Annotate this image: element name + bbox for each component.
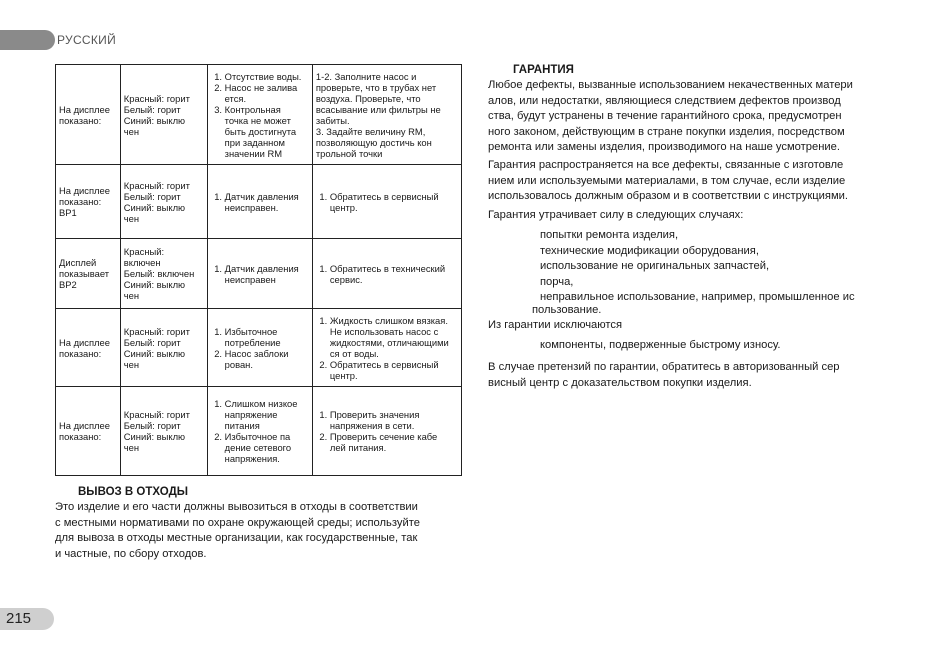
lights-cell (120, 387, 207, 476)
list-item: попытки ремонта изделия, (540, 229, 679, 241)
lights-cell-line: Красный: горит (123, 325, 190, 337)
cause-cell-line: ется. (224, 92, 247, 104)
language-tab-marker (0, 30, 55, 50)
list-item (330, 263, 458, 285)
cause-cell (207, 65, 312, 165)
list-item (225, 191, 309, 213)
list-item (225, 431, 309, 464)
cause-cell-line: 1. Избыточное (224, 325, 278, 337)
cause-cell-line: 1. Отсутствие воды. (224, 70, 302, 82)
lights-cell-line: чен (123, 212, 140, 224)
warranty-line: ремонта или замены изделия, производимого на наше усмотрение. (488, 141, 840, 153)
list-item: компоненты, подверженные быстрому износу. (540, 339, 781, 351)
list-item (225, 82, 309, 104)
display-cell-line: На дисплее (59, 420, 110, 431)
remedy-cell-line: лей питания. (329, 442, 387, 453)
table-row (56, 387, 462, 476)
remedy-cell-line: воздуха. Проверьте, что (315, 92, 421, 104)
list-item (330, 409, 458, 431)
language-label: РУССКИЙ (57, 33, 117, 47)
display-cell-line: показано: (59, 114, 102, 126)
remedy-cell-line: 1. Обратитесь в технический (329, 262, 446, 274)
remedy-cell-line: сервис. (329, 273, 363, 285)
remedy-cell-line: 2. Проверить сечение кабе (329, 431, 438, 442)
display-cell-line: Дисплей (59, 257, 97, 268)
remedy-cell (312, 65, 461, 165)
remedy-cell (312, 387, 461, 476)
disposal-title: ВЫВОЗ В ОТХОДЫ (78, 486, 189, 498)
list-item (225, 326, 309, 348)
cause-cell-line: 1. Слишком низкое (224, 398, 298, 409)
warranty-line: алов, или недостатки, являющиеся следствием дефектов производ (488, 94, 841, 107)
cause-cell (207, 387, 312, 476)
cause-cell-line: 2. Насос заблоки (224, 347, 289, 359)
cause-cell-line: неисправен. (224, 201, 279, 213)
lights-cell-line: чен (123, 442, 140, 453)
warranty-exclusions-list (540, 338, 900, 354)
warranty-line: нием или используемыми материалами, в том случае, если изделие (488, 174, 846, 187)
lights-cell (120, 239, 207, 309)
lights-cell-line: Синий: выклю (123, 279, 186, 290)
lights-cell-line: Белый: горит (123, 336, 181, 348)
remedy-cell-line: 3. Задайте величину RM, (315, 125, 426, 137)
table-row (56, 239, 462, 309)
display-cell-line: показывает (59, 268, 110, 279)
cause-cell-line: дение сетевого (224, 442, 292, 453)
cause-cell-line: точка не может (224, 114, 291, 126)
display-cell-line: BP2 (59, 279, 77, 290)
list-item (330, 191, 458, 213)
display-cell (56, 165, 121, 239)
lights-cell-line: чен (123, 125, 140, 137)
warranty-para-1 (488, 78, 898, 156)
lights-cell-line: Красный: горит (123, 179, 190, 191)
warranty-void-cases-list (540, 228, 900, 306)
list-item (225, 348, 309, 370)
display-cell-line: показано: (59, 431, 102, 442)
lights-cell (120, 309, 207, 387)
display-cell (56, 239, 121, 309)
warranty-line: Любое дефекты, вызванные использованием некачественных матери (488, 79, 853, 91)
page-number: 215 (6, 610, 32, 627)
display-cell-line: показано: (59, 347, 102, 359)
disposal-line: Это изделие и его части должны вывозиться в отходы в соответствии (55, 501, 418, 513)
list-item (225, 71, 309, 82)
cause-cell (207, 239, 312, 309)
display-cell-line: BP1 (59, 207, 77, 218)
remedy-cell (312, 239, 461, 309)
cause-cell-line: 2. Насос не залива (224, 81, 298, 93)
remedy-cell-line: позволяющую достичь кон (315, 136, 432, 148)
display-cell (56, 309, 121, 387)
table-row (56, 65, 462, 165)
display-cell-line: показано: (59, 196, 102, 207)
remedy-cell-line: Не использовать насос с (329, 325, 439, 337)
display-cell-line: На дисплее (59, 185, 110, 196)
remedy-cell-line: 1. Жидкость слишком вязкая. (329, 314, 448, 326)
lights-cell-line: Белый: горит (123, 190, 181, 202)
remedy-cell (312, 165, 461, 239)
lights-cell (120, 165, 207, 239)
cause-cell-line: неисправен (224, 273, 276, 285)
warranty-para-4 (488, 360, 898, 391)
warranty-para-2 (488, 158, 898, 205)
list-item (330, 431, 458, 453)
lights-cell (120, 65, 207, 165)
cause-cell-line: потребление (224, 336, 281, 348)
list-item: порча, (540, 275, 574, 288)
list-item: использование не оригинальных запчастей, (540, 260, 770, 272)
warranty-line: ного законом, действующим в стране покупки изделия, посредством (488, 125, 845, 138)
troubleshooting-table (55, 64, 462, 476)
cause-cell-line: при заданном (224, 136, 285, 148)
disposal-text (55, 500, 465, 562)
display-cell-line: На дисплее (59, 336, 110, 348)
lights-cell-line: Белый: горит (123, 420, 181, 431)
cause-cell-line: 2. Избыточное па (224, 431, 291, 442)
lights-cell-line: Белый: включен (123, 268, 195, 279)
list-item (225, 104, 309, 159)
warranty-line: В случае претензий по гарантии, обратитесь в авторизованный сер (488, 361, 840, 373)
remedy-cell-line: всасывание или фильтры не (315, 103, 441, 115)
lights-cell-line: включен (123, 257, 161, 268)
remedy-cell-line: центр. (329, 201, 358, 213)
cause-cell-line: напряжения. (224, 453, 280, 464)
warranty-para-3: Гарантия утрачивает силу в следующих случаях: (488, 209, 744, 221)
list-item: технические модификации оборудования, (540, 244, 759, 257)
remedy-cell-line: 1. Проверить значения (329, 409, 420, 420)
cause-cell-line: 3. Контрольная (224, 103, 281, 115)
cause-cell-line: быть достигнута (224, 125, 297, 137)
cause-cell-line: напряжение (224, 409, 278, 420)
list-item (330, 315, 458, 359)
cause-cell-line: значении RM (224, 147, 283, 159)
remedy-cell-line: трольной точки (315, 147, 383, 159)
disposal-line: с местными нормативами по охране окружающей среды; используйте (55, 516, 420, 529)
lights-cell-line: Синий: выклю (123, 347, 186, 359)
remedy-cell (312, 309, 461, 387)
lights-cell-line: Красный: горит (123, 92, 190, 104)
list-item: неправильное использование, например, промышленное ис (540, 291, 855, 303)
remedy-cell-line: 2. Обратитесь в сервисный (329, 358, 439, 370)
display-cell (56, 65, 121, 165)
cause-cell-line: 1. Датчик давления (224, 190, 299, 202)
warranty-line: ства, будут устранены в течение гарантийного срока, предусмотрен (488, 110, 842, 122)
table-row (56, 309, 462, 387)
remedy-cell-line: 1-2. Заполните насос и (315, 70, 417, 82)
warranty-line: висный центр с доказательством покупки изделия. (488, 376, 752, 389)
disposal-line: для вывоза в отходы местные организации, как государственные, так (55, 532, 418, 544)
remedy-cell-line: проверьте, что в трубах нет (315, 81, 437, 93)
cause-cell (207, 165, 312, 239)
lights-cell-line: чен (123, 290, 140, 301)
cause-cell-line: питания (224, 420, 260, 431)
disposal-line: и частные, по сбору отходов. (55, 547, 207, 560)
warranty-void-continuation: пользование. (532, 304, 602, 316)
lights-cell-line: чен (123, 358, 140, 370)
lights-cell-line: Белый: горит (123, 103, 181, 115)
remedy-cell-line: ся от воды. (329, 347, 379, 359)
remedy-cell-line: напряжения в сети. (329, 420, 415, 431)
cause-cell (207, 309, 312, 387)
lights-cell-line: Синий: выклю (123, 201, 186, 213)
cause-cell-line: рован. (224, 358, 253, 370)
remedy-cell-line: жидкостями, отличающими (329, 336, 449, 348)
warranty-line: Гарантия распространяется на все дефекты, связанные с изготовле (488, 159, 844, 171)
remedy-cell-line: забиты. (315, 114, 350, 126)
lights-cell-line: Красный: горит (123, 409, 190, 420)
warranty-title: ГАРАНТИЯ (513, 64, 574, 76)
lights-cell-line: Синий: выклю (123, 431, 186, 442)
list-item (225, 263, 309, 285)
list-item (225, 398, 309, 431)
warranty-line: использовалось должным образом и в соответствии с инструкциями. (488, 190, 848, 202)
list-item (330, 359, 458, 381)
remedy-cell-line: 1. Обратитесь в сервисный (329, 190, 439, 202)
remedy-cell-line: центр. (329, 369, 358, 381)
display-cell-line: На дисплее (59, 103, 110, 115)
table-row (56, 165, 462, 239)
lights-cell-line: Красный: (123, 246, 165, 257)
cause-cell-line: 1. Датчик давления (224, 262, 299, 274)
lights-cell-line: Синий: выклю (123, 114, 186, 126)
display-cell (56, 387, 121, 476)
warranty-exclusions-title: Из гарантии исключаются (488, 319, 623, 331)
